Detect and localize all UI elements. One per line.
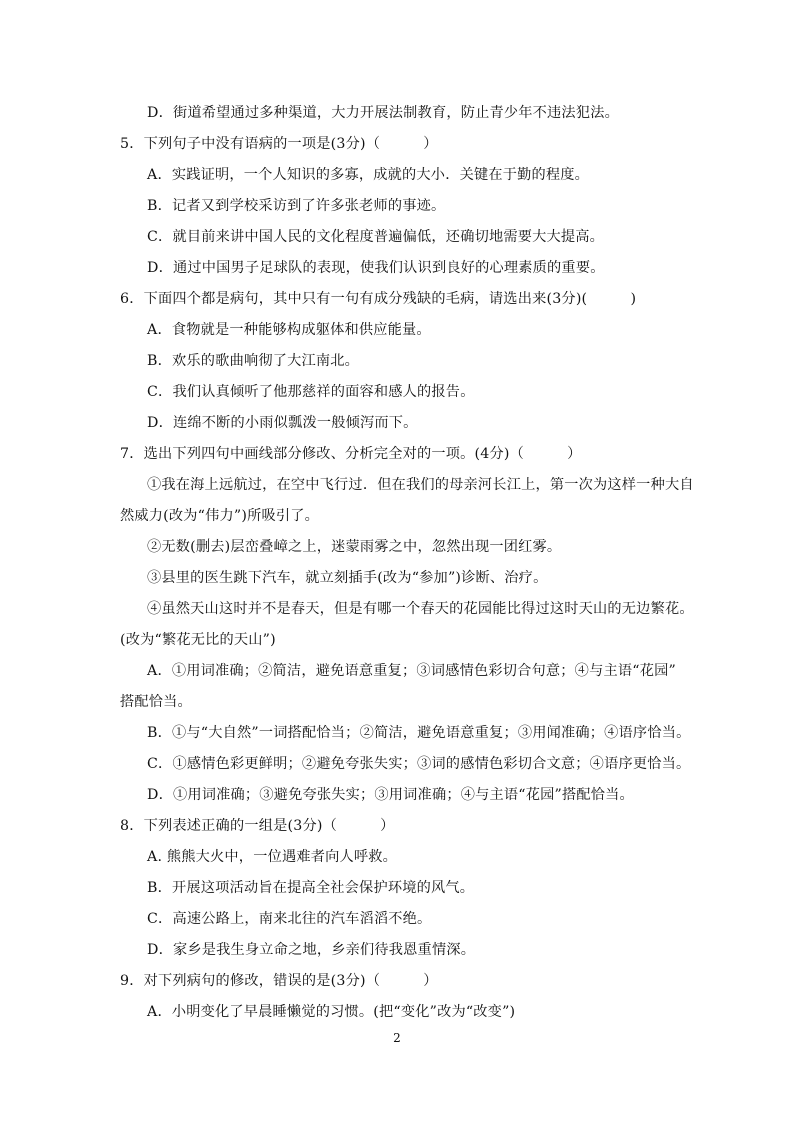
question-9-stem: 9．对下列病句的修改，错误的是(3分)（ ）	[120, 973, 438, 989]
q9-option-a: A．小明变化了早晨睡懒觉的习惯。(把“变化”改为“改变”)	[147, 1004, 516, 1020]
q6-option-c: C．我们认真倾听了他那慈祥的面容和感人的报告。	[147, 384, 475, 400]
q5-option-c: C．就目前来讲中国人民的文化程度普遍偏低，还确切地需要大大提高。	[147, 229, 605, 245]
q7-option-c: C．①感情色彩更鲜明；②避免夸张失实；③词的感情色彩切合文意；④语序更恰当。	[147, 756, 691, 772]
q8-option-c: C．高速公路上，南来北往的汽车滔滔不绝。	[147, 911, 432, 927]
q6-option-a: A．食物就是一种能够构成躯体和供应能量。	[147, 322, 431, 338]
q7-sentence-1: ①我在海上远航过，在空中飞行过．但在我们的母亲河长江上，第一次为这样一种大自	[147, 477, 694, 493]
q7-sentence-4-continued: (改为“繁花无比的天山”)	[120, 632, 276, 648]
q7-sentence-1-continued: 然威力(改为“伟力”)所吸引了。	[120, 508, 320, 524]
question-8-stem: 8．下列表述正确的一组是(3分)（ ）	[120, 818, 395, 834]
q7-option-a: A．①用词准确；②简洁，避免语意重复；③词感情色彩切合句意；④与主语“花园”	[147, 663, 676, 679]
question-5-stem: 5．下列句子中没有语病的一项是(3分)（ ）	[120, 136, 438, 152]
q7-sentence-2: ②无数(删去)层峦叠嶂之上，迷蒙雨雾之中，忽然出现一团红雾。	[147, 539, 562, 555]
q5-option-a: A．实践证明，一个人知识的多寡，成就的大小．关键在于勤的程度。	[147, 167, 590, 183]
q8-option-a: A. 熊熊大火中，一位遇难者向人呼救。	[147, 849, 398, 865]
q5-option-d: D．通过中国男子足球队的表现，使我们认识到良好的心理素质的重要。	[147, 260, 605, 276]
question-6-stem: 6．下面四个都是病句，其中只有一句有成分残缺的毛病，请选出来(3分)( )	[120, 291, 637, 307]
q7-sentence-3: ③县里的医生跳下汽车，就立刻插手(改为“参加”)诊断、治疗。	[147, 570, 548, 586]
q7-option-d: D．①用词准确；③避免夸张失实；③用词准确；④与主语“花园”搭配恰当。	[147, 787, 634, 803]
q6-option-b: B．欢乐的歌曲响彻了大江南北。	[147, 353, 360, 369]
page-number: 2	[393, 1031, 401, 1045]
question-7-stem: 7．选出下列四句中画线部分修改、分析完全对的一项。(4分)（ ）	[120, 446, 582, 462]
q7-option-b: B．①与“大自然”一词搭配恰当；②简洁，避免语意重复；③用闻准确；④语序恰当。	[147, 725, 691, 741]
q8-option-d: D．家乡是我生身立命之地，乡亲们待我恩重情深。	[147, 942, 476, 958]
q7-sentence-4: ④虽然天山这时并不是春天，但是有哪一个春天的花园能比得过这时天山的无边繁花。	[147, 601, 694, 617]
q6-option-d: D．连绵不断的小雨似瓢泼一般倾泻而下。	[147, 415, 418, 431]
q5-option-b: B．记者又到学校采访到了许多张老师的事迹。	[147, 198, 446, 214]
q4-option-d: D．街道希望通过多种渠道，大力开展法制教育，防止青少年不违法犯法。	[147, 105, 619, 121]
q7-option-a-continued: 搭配恰当。	[120, 694, 192, 710]
q8-option-b: B．开展这项活动旨在提高全社会保护环境的风气。	[147, 880, 475, 896]
